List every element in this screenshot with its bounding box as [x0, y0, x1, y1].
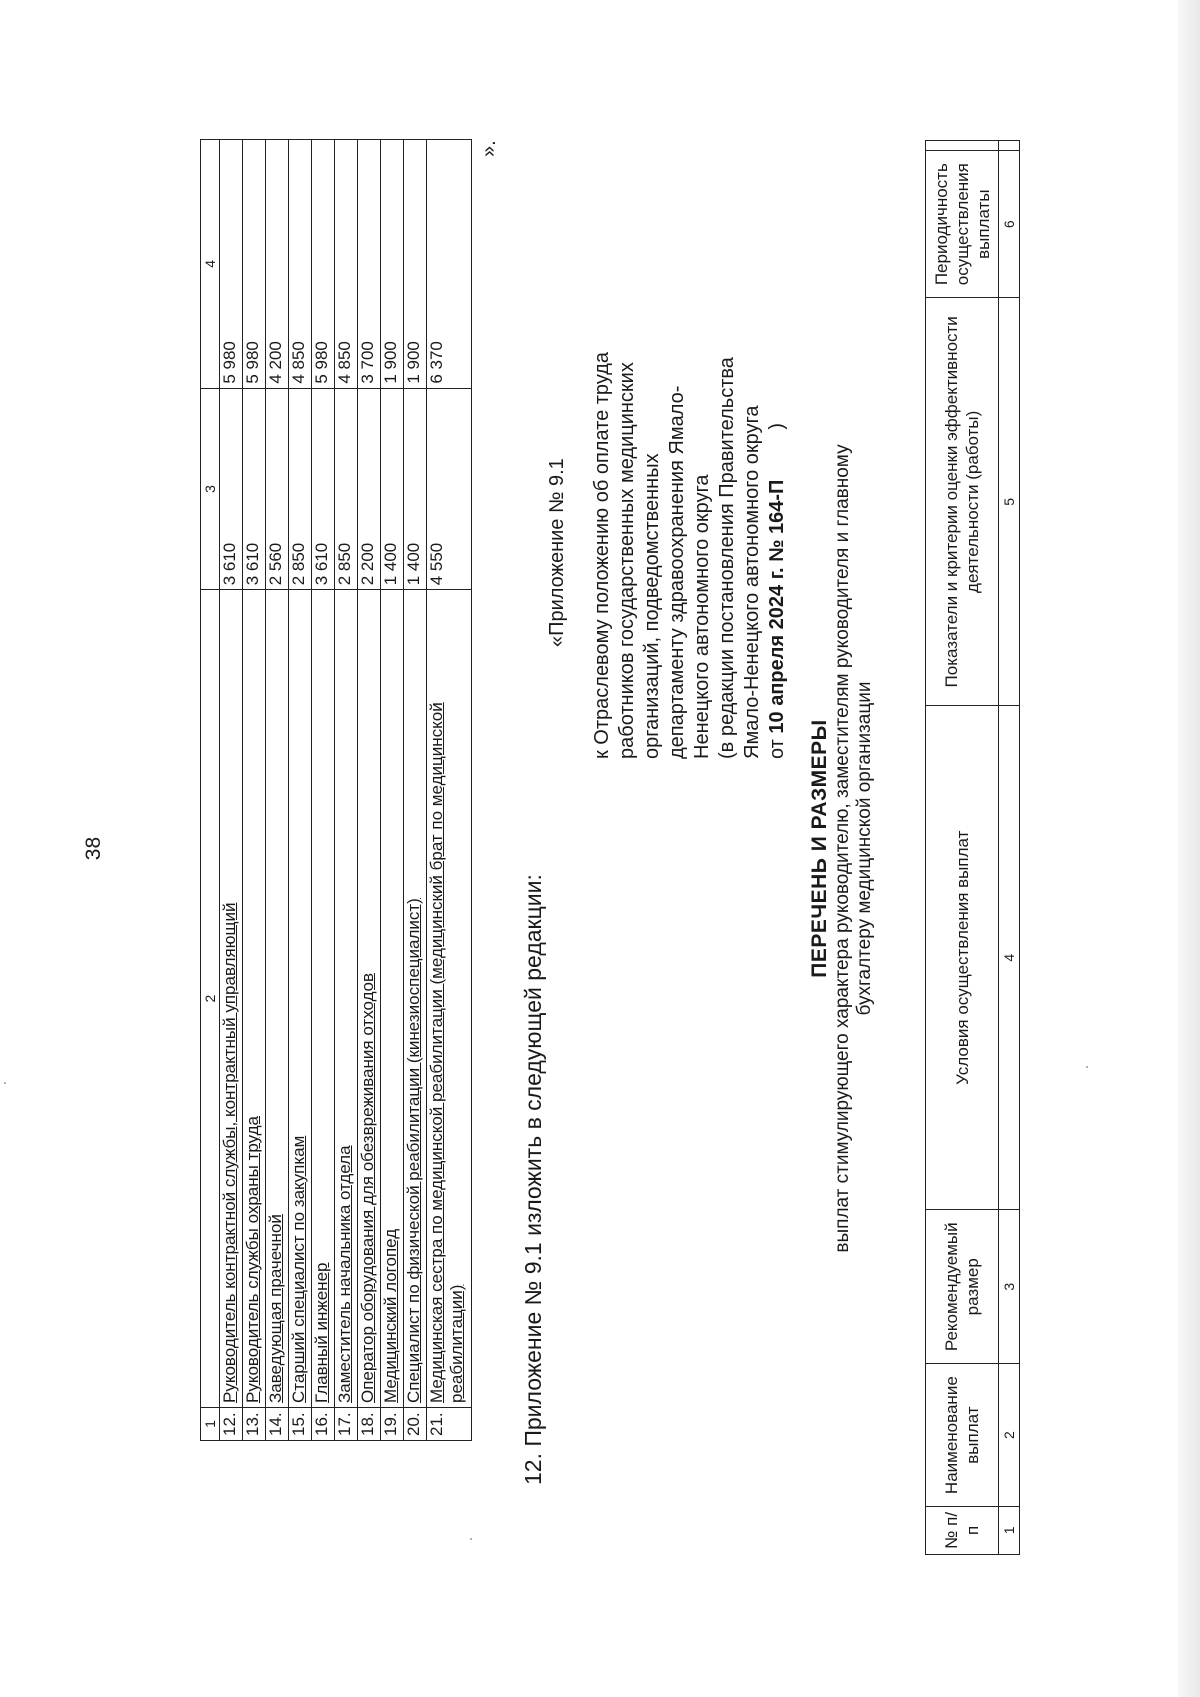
appendix-line: организаций, подведомственных [641, 453, 663, 759]
header-cell: 4 [201, 140, 220, 389]
index-cell-spacer [999, 141, 1020, 151]
header-cell: 3 [201, 388, 220, 590]
header-cell: Периодичность осуществления выплаты [926, 151, 999, 298]
salary-table [200, 139, 472, 1441]
appendix-line: департаменту здравоохранения Ямало- [666, 385, 688, 759]
table-row [335, 140, 358, 1441]
amendment-instruction: 12. Приложение № 9.1 изложить в следующей редакции: [520, 874, 546, 1485]
index-cell: 1 [999, 1506, 1020, 1554]
position-name: Медицинская сестра по медицинской реабилитации (медицинский брат по медицинской реабилитации) [427, 590, 472, 1408]
appendix-line: Ямало-Ненецкого автономного округа [741, 405, 763, 759]
appendix-title: «Приложение № 9.1 [546, 458, 568, 647]
value-max: 1 900 [381, 140, 404, 389]
row-number: 16. [312, 1408, 335, 1441]
value-max: 1 900 [404, 140, 427, 389]
position-name: Заведующая прачечной [266, 590, 289, 1408]
table-header-row [926, 141, 999, 1555]
value-min: 1 400 [381, 388, 404, 590]
index-cell: 3 [999, 1210, 1020, 1364]
row-number: 18. [358, 1408, 381, 1441]
header-cell-spacer [926, 141, 999, 151]
table-header-row [201, 140, 220, 1441]
heading-title: ПЕРЕЧЕНЬ И РАЗМЕРЫ [808, 719, 831, 978]
row-number: 15. [289, 1408, 312, 1441]
document-heading [808, 140, 876, 1557]
value-min: 3 610 [312, 388, 335, 590]
header-cell: Условия осуществления выплат [926, 706, 999, 1210]
appendix-line: Ненецкого автономного округа [691, 474, 713, 759]
position-name: Специалист по физической реабилитации (кинезиоспециалист) [404, 590, 427, 1408]
row-number: 17. [335, 1408, 358, 1441]
closing-quote: ». [478, 140, 500, 157]
appendix-reference-block [590, 139, 790, 759]
appendix-line: к Отраслевому положению об оплате труда [591, 352, 613, 759]
value-min: 3 610 [220, 388, 243, 590]
value-max: 4 850 [289, 140, 312, 389]
row-number: 12. [220, 1408, 243, 1441]
value-min: 2 560 [266, 388, 289, 590]
value-min: 1 400 [404, 388, 427, 590]
heading-subtitle: бухгалтеру медицинской организации [854, 681, 875, 1016]
table-row [266, 140, 289, 1441]
date-prefix: от [766, 733, 788, 759]
value-min: 2 850 [289, 388, 312, 590]
value-max: 5 980 [243, 140, 266, 389]
table-row [312, 140, 335, 1441]
index-cell: 6 [999, 151, 1020, 298]
header-cell: Рекомендуемый размер [926, 1210, 999, 1364]
value-min: 2 850 [335, 388, 358, 590]
appendix-date-line [765, 139, 790, 759]
value-min: 4 550 [427, 388, 472, 590]
table-row [358, 140, 381, 1441]
table-row [243, 140, 266, 1441]
position-name: Заместитель начальника отдела [335, 590, 358, 1408]
date-suffix: ) [766, 422, 788, 430]
row-number: 20. [404, 1408, 427, 1441]
row-number: 21. [427, 1408, 472, 1441]
index-cell: 5 [999, 298, 1020, 706]
index-cell: 2 [999, 1364, 1020, 1506]
position-name: Оператор оборудования для обезвреживания отходов [358, 590, 381, 1408]
table-row [427, 140, 472, 1441]
index-cell: 4 [999, 706, 1020, 1210]
value-max: 5 980 [312, 140, 335, 389]
header-cell: 2 [201, 590, 220, 1408]
value-min: 2 200 [358, 388, 381, 590]
position-name: Старший специалист по закупкам [289, 590, 312, 1408]
header-cell: Показатели и критерии оценки эффективности деятельности (работы) [926, 298, 999, 706]
row-number: 13. [243, 1408, 266, 1441]
table-row [381, 140, 404, 1441]
value-min: 3 610 [243, 388, 266, 590]
value-max: 6 370 [427, 140, 472, 389]
table-row [220, 140, 243, 1441]
position-name: Главный инженер [312, 590, 335, 1408]
header-cell: № п/п [926, 1506, 999, 1554]
table-row [404, 140, 427, 1441]
value-max: 3 700 [358, 140, 381, 389]
header-cell: 1 [201, 1408, 220, 1441]
resolution-date: 10 апреля 2024 г. № 164-П [766, 479, 788, 734]
row-number: 19. [381, 1408, 404, 1441]
row-number: 14. [266, 1408, 289, 1441]
heading-subtitle: выплат стимулирующего характера руководителю, заместителям руководителя и главному [832, 444, 853, 1253]
appendix-line: (в редакции постановления Правительства [716, 357, 738, 759]
value-max: 4 200 [266, 140, 289, 389]
header-cell: Наименование выплат [926, 1364, 999, 1506]
value-max: 4 850 [335, 140, 358, 389]
table-row [289, 140, 312, 1441]
value-max: 5 980 [220, 140, 243, 389]
position-name: Медицинский логопед [381, 590, 404, 1408]
position-name: Руководитель контрактной службы, контрактный управляющий [220, 590, 243, 1408]
position-name: Руководитель службы охраны труда [243, 590, 266, 1408]
appendix-line: работников государственных медицинских [616, 362, 638, 759]
page-number: 38 [82, 836, 105, 861]
table-index-row [999, 141, 1020, 1555]
payments-table [925, 140, 1020, 1555]
